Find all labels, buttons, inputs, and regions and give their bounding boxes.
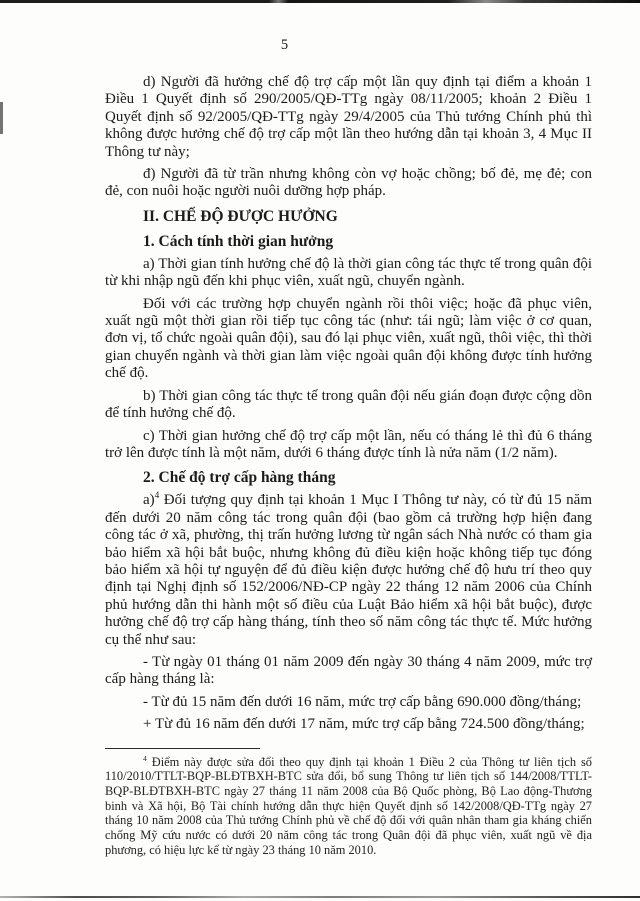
section-heading-ii: II. CHẾ ĐỘ ĐƯỢC HƯỞNG	[143, 207, 338, 225]
paragraph-1a: a) Thời gian tính hưởng chế độ là thời gian công tác thực tế trong quân đội từ khi nhập ngũ đến khi phục viên, xuất ngũ, chuyển ngành.	[105, 255, 592, 290]
paragraph-period: - Từ ngày 01 tháng 01 năm 2009 đến ngày 30 tháng 4 năm 2009, mức trợ cấp hàng tháng là:	[105, 653, 592, 688]
paragraph-d: d) Người đã hưởng chế độ trợ cấp một lần quy định tại điểm a khoản 1 Điều 1 Quyết định số 290/2005/QĐ-TTg ngày 08/11/2005; khoản 2 Điều 1 Quyết định số 92/2005/QĐ-TTg ngày 29/4/2005 của Thủ tướng Chính phủ thì không được hưởng chế độ trợ cấp một lần theo hướng dẫn tại khoản 3, 4 Mục II Thông tư này;	[105, 74, 592, 160]
page-number: 5	[280, 37, 289, 53]
paragraph-1a-continuation: Đối với các trường hợp chuyển ngành rồi thôi việc; hoặc đã phục viên, xuất ngũ một thời gian rồi tiếp tục công tác (như: tái ngũ; làm việc ở cơ quan, đơn vị, tổ chức ngoài quân đội), sau đó lại phục viên, xuất ngũ, thôi việc, thì thời gian chuyển ngành và thời gian làm việc ngoài quân đội không được tính hưởng chế độ.	[105, 295, 592, 382]
paragraph-dd: đ) Người đã từ trần nhưng không còn vợ hoặc chồng; bố đẻ, mẹ đẻ; con đẻ, con nuôi hoặc người nuôi dưỡng hợp pháp.	[105, 166, 592, 200]
subheading-2: 2. Chế độ trợ cấp hàng tháng	[143, 469, 336, 487]
subheading-1: 1. Cách tính thời gian hưởng	[143, 232, 334, 250]
scan-artifact-left-edge	[0, 102, 3, 134]
paragraph-1b: b) Thời gian công tác thực tế trong quân đội nếu gián đoạn được cộng dồn để tính hưởng chế độ.	[105, 387, 592, 422]
footnote-text	[105, 755, 592, 858]
footnote-reference-4: 4	[154, 491, 160, 502]
paragraph-2a	[105, 492, 592, 649]
paragraph-rate-16: + Từ đủ 16 năm đến dưới 17 năm, mức trợ cấp bằng 724.500 đồng/tháng;	[143, 716, 585, 733]
footnote-separator	[105, 748, 260, 749]
paragraph-2a-text: Đối tượng quy định tại khoản 1 Mục I Thông tư này, có từ đủ 15 năm đến dưới 20 năm công tác trong quân đội (bao gồm cả trường hợp hiện đang công tác ở xã, phường, thị trấn hưởng lương từ ngân sách Nhà nước có tham gia bảo hiểm xã hội bắt buộc, nhưng không đủ điều kiện hoặc không tiếp tục đóng bảo hiểm xã hội tự nguyện để đủ điều kiện được hưởng chế độ hưu trí theo quy định tại Nghị định số 152/2006/NĐ-CP ngày 22 tháng 12 năm 2006 của Chính phủ hướng dẫn thi hành một số điều của Luật Bảo hiểm xã hội bắt buộc), được hưởng chế độ trợ cấp hàng tháng, tính theo số năm công tác thực tế. Mức hưởng cụ thể như sau:	[105, 492, 592, 648]
document-content	[105, 0, 592, 858]
footnote-marker-4: 4	[143, 753, 147, 763]
paragraph-2a-prefix: a)	[143, 492, 155, 509]
footnote-body: Điểm này được sửa đổi theo quy định tại khoản 1 Điều 2 của Thông tư liên tịch số 110/2010/TTLT-BQP-BLĐTBXH-BTC sửa đổi, bổ sung Thông tư liên tịch số 144/2008/TTLT-BQP-BLĐTBXH-BTC ngày 27 tháng 11 năm 2008 của Bộ Quốc phòng, Bộ Lao động-Thương binh và Xã hội, Bộ Tài chính hướng dẫn thực hiện Quyết định số 142/2008/QĐ-TTg ngày 27 tháng 10 năm 2008 của Thủ tướng Chính phủ về chế độ đối với quân nhân tham gia kháng chiến chống Mỹ cứu nước có dưới 20 năm công tác trong Quân đội đã phục viên, xuất ngũ về địa phương, có hiệu lực kể từ ngày 23 tháng 10 năm 2010.	[105, 754, 592, 857]
scan-artifact-bottom-edge	[0, 896, 640, 898]
paragraph-1c: c) Thời gian hưởng chế độ trợ cấp một lần, nếu có tháng lẻ thì đủ 6 tháng trở lên được tính là một năm, dưới 6 tháng được tính là nửa năm (1/2 năm).	[105, 427, 592, 461]
paragraph-rate-15: - Từ đủ 15 năm đến dưới 16 năm, mức trợ cấp bằng 690.000 đồng/tháng;	[143, 693, 582, 710]
